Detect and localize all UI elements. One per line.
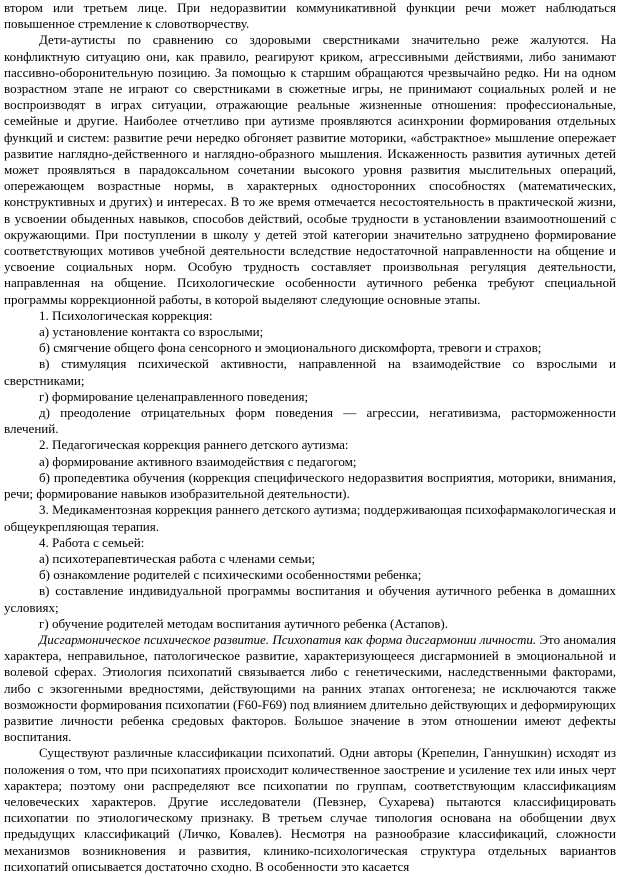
list-heading-family-work: 4. Работа с семьей: (39, 534, 145, 550)
list-item: б) пропедевтика обучения (коррекция специфического недоразвития восприятия, моторики, внимания, речи; формирование навыков изобразительной деятельности). (4, 469, 616, 502)
list-item: г) обучение родителей методам воспитания аутичного ребенка (Астапов). (39, 615, 449, 631)
list-item: а) формирование активного взаимодействия с педагогом; (39, 453, 357, 469)
list-item: г) формирование целенаправленного поведения; (39, 388, 309, 404)
list-item: б) ознакомление родителей с психическими особенностями ребенка; (39, 567, 422, 583)
paragraph-psychopathy (4, 632, 616, 745)
section-lead-italic: Дисгармоническое психическое развитие. Психопатия как форма дисгармонии личности. (39, 631, 537, 647)
paragraph-autism-features: Дети-аутисты по сравнению со здоровыми сверстниками значительно реже жалуются. На конфликтную ситуацию они, как правило, реагируют криком, агрессивными действиями, либо занимают пассивно-оборонительную позицию. За помощью к старшим обращаются чрезвычайно редко. Ни на одном возрастном этапе не играют со сверстниками в сюжетные игры, не принимают социальных ролей и не воспроизводят в играх ситуации, отражающие реальные жизненные отношения: профессиональные, семейные и другие. Наиболее отчетливо при аутизме проявляются асинхронии формирования отдельных функций и систем: развитие речи нередко обгоняет развитие моторики, «абстрактное» мышление опережает развитие наглядно-действенного и наглядно-образного мышления. Искаженность развития аутичных детей может проявляться в парадоксальном сочетании высокого уровня развития мыслительных операций, опережающем возрастные нормы, в характерных односторонних способностях (математических, конструктивных и других) и интересах. В то же время отмечается несостоятельность в практической жизни, в усвоении обыденных навыков, способов действий, особые трудности в установлении взаимоотношений с окружающими. При поступлении в школу у детей этой категории значительно затруднено формирование соответствующих мотивов учебной деятельности вследствие недостаточной направленности на общение и усвоение социальных норм. Особую трудность составляет произвольная регуляция деятельности, направленная на общение. Психологические особенности аутичного ребенка требуют специальной программы коррекционной работы, в которой выделяют следующие основные этапы. (4, 32, 616, 307)
list-item: в) стимуляция психической активности, направленной на взаимодействие со взрослыми и сверстниками; (4, 356, 616, 388)
list-item: д) преодоление отрицательных форм поведения — агрессии, негативизма, расторможенности влечений. (4, 405, 616, 437)
list-heading-medication-correction: 3. Медикаментозная коррекция раннего детского аутизма; поддерживающая психофармакологическая и общеукрепляющая терапия. (4, 502, 616, 534)
paragraph-body: Это аномалия характера, неправильное, патологическое развитие, характеризующееся дисгармонией в эмоциональной и волевой сферах. Этиология психопатий связывается либо с генетическими, наследственными факторами, либо с экзогенными вредностями, действующими на ранних этапах онтогенеза; не исключаются также возможности формирования психопатии (F60-F69) под влиянием длительно действующих и деформирующих развитие личности ребенка средовых факторов. Большое значение в этом отношении имеют дефекты воспитания. (4, 631, 616, 745)
list-item: а) установление контакта со взрослыми; (39, 324, 264, 340)
list-item: б) смягчение общего фона сенсорного и эмоционального дискомфорта, тревоги и страхов; (39, 340, 542, 356)
list-item: а) психотерапевтическая работа с членами семьи; (39, 550, 316, 566)
list-item: в) составление индивидуальной программы воспитания и обучения аутичного ребенка в домашних условиях; (4, 583, 616, 615)
list-heading-psychological-correction: 1. Психологическая коррекция: (39, 307, 213, 323)
paragraph-continuation: втором или третьем лице. При недоразвитии коммуникативной функции речи может наблюдаться повышенное стремление к словотворчеству. (4, 0, 616, 32)
paragraph-classifications: Существуют различные классификации психопатий. Одни авторы (Крепелин, Ганнушкин) исходят из положения о том, что при психопатиях происходит количественное заострение и усиление тех или иных черт характера; поэтому они распределяют все психопатии по группам, соответствующим классификациям человеческих характеров. Другие исследователи (Певзнер, Сухарева) пытаются классифицировать психопатии по этиологическому признаку. В третьем случае типология основана на обобщении двух предыдущих классификаций (Личко, Ковалев). Несмотря на разнообразие классификаций, сложности механизмов возникновения и развития, клинико-психологическая структура отдельных вариантов психопатий описывается достаточно сходно. В особенности это касается (4, 745, 616, 874)
list-heading-pedagogical-correction: 2. Педагогическая коррекция раннего детского аутизма: (39, 437, 349, 453)
